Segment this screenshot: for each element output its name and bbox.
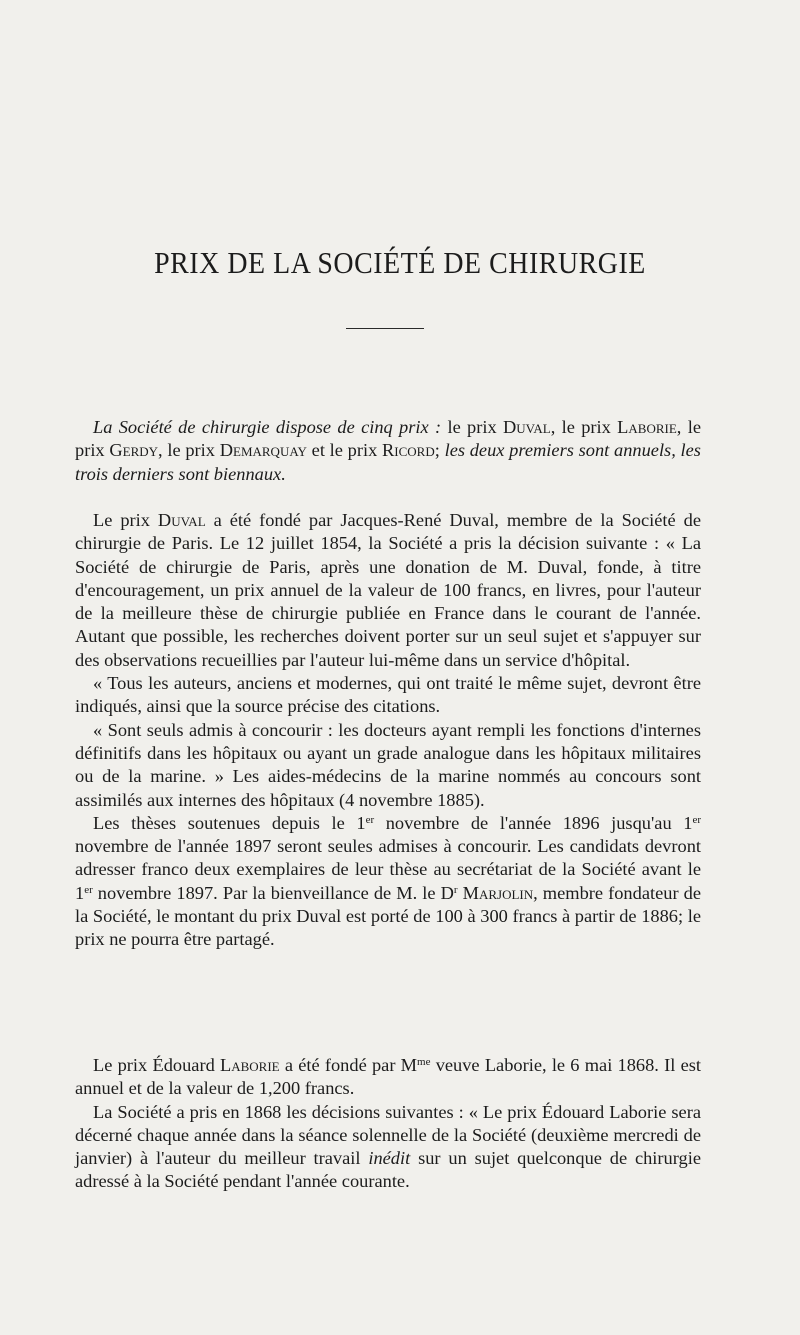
prize-name-duval: Duval: [503, 417, 551, 437]
text-run: , membre fondateur de la Société, le montant du prix Duval est porté de 100 à 300 francs à partir de 1886; le prix ne pourra être partagé.: [75, 882, 701, 950]
laborie-paragraph-1: [75, 1054, 701, 1101]
superscript: r: [453, 883, 458, 896]
text-run: Le prix: [93, 510, 158, 530]
duval-paragraph-1: [75, 509, 701, 672]
prize-name-gerdy: Gerdy: [109, 440, 159, 461]
duval-paragraph-4: [75, 812, 701, 952]
prize-name-duval: Duval: [157, 510, 206, 530]
intro-italic-tail: les deux premiers sont annuels, les trois derniers sont biennaux.: [75, 440, 701, 484]
superscript: er: [84, 883, 93, 896]
intro-italic-lead: La Société de chirurgie dispose de cinq prix :: [93, 417, 442, 437]
prize-name-laborie: Laborie: [617, 417, 677, 437]
person-name-marjolin: Marjolin: [462, 882, 534, 903]
text-run: Les thèses soutenues depuis le 1: [93, 812, 366, 833]
text-run: novembre de l'année 1897 seront seules admises à concourir. Les candidats devront adresser franco deux exemplaires de leur thèse au secrétariat de la Société avant le 1: [75, 836, 701, 903]
laborie-paragraph-2: [75, 1101, 701, 1194]
intro-paragraph: [75, 416, 701, 486]
text-run: et le prix: [306, 440, 383, 461]
text-run: ;: [434, 440, 445, 461]
text-run: novembre de l'année 1896 jusqu'au 1: [374, 812, 693, 833]
prize-name-demarquay: Demarquay: [219, 440, 307, 461]
text-run: La Société a pris en 1868 les décisions suivantes : « Le prix Édouard Laborie sera décerné chaque année dans la séance solennelle de la Société (deuxième mercredi de janvier) à l'auteur du meilleur travail: [75, 1101, 701, 1169]
text-run: a été fondé par M: [279, 1055, 418, 1075]
duval-paragraph-2: « Tous les auteurs, anciens et modernes, qui ont traité le même sujet, devront être indiqués, ainsi que la source précise des citations.: [75, 673, 701, 717]
text-run: sur un sujet quelconque de chirurgie adressé à la Société pendant l'année courante.: [75, 1148, 701, 1192]
text-run: novembre 1897. Par la bienveillance de M. le D: [92, 882, 454, 903]
superscript: me: [417, 1056, 431, 1068]
superscript: er: [365, 813, 375, 826]
text-run: Le prix Édouard: [93, 1055, 220, 1075]
duval-paragraph-3: « Sont seuls admis à concourir : les docteurs ayant rempli les fonctions d'internes définitifs dans les hôpitaux ou ayant un grade analogue dans les hôpitaux militaires ou de la marine. » Les aides-médecins de la marine nommés au concours sont assimilés aux internes des hôpitaux (4 novembre 1885).: [75, 719, 701, 810]
text-run: , le prix: [75, 417, 701, 461]
title-divider: [346, 328, 424, 329]
prize-name-laborie: Laborie: [219, 1055, 280, 1075]
page-title: PRIX DE LA SOCIÉTÉ DE CHIRURGIE: [154, 244, 646, 280]
text-run: a été fondé par Jacques-René Duval, membre de la Société de chirurgie de Paris. Le 12 juillet 1854, la Société a pris la décision suivante : « La Société de chirurgie de Paris, après une donation de M. Duval, fonde, à titre d'encouragement, un prix annuel de la valeur de 100 francs, en livres, pour l'auteur de la meilleure thèse de chirurgie publiée en France dans le courant de l'année. Autant que possible, les recherches doivent porter sur un seul sujet et s'appuyer sur des observations recueillies par l'auteur lui-même dans un service d'hôpital.: [75, 510, 702, 670]
laborie-section: [75, 1054, 701, 1194]
text-run: veuve Laborie, le 6 mai 1868. Il est annuel et de la valeur de 1,200 francs.: [75, 1055, 701, 1099]
prize-name-ricord: Ricord: [382, 440, 435, 461]
text-run: le prix: [441, 417, 503, 437]
italic-word: inédit: [368, 1148, 411, 1169]
text-run: , le prix: [158, 440, 220, 461]
intro-section: [75, 416, 701, 486]
superscript: er: [692, 813, 701, 826]
text-run: , le prix: [550, 417, 618, 437]
duval-section: [75, 509, 701, 952]
